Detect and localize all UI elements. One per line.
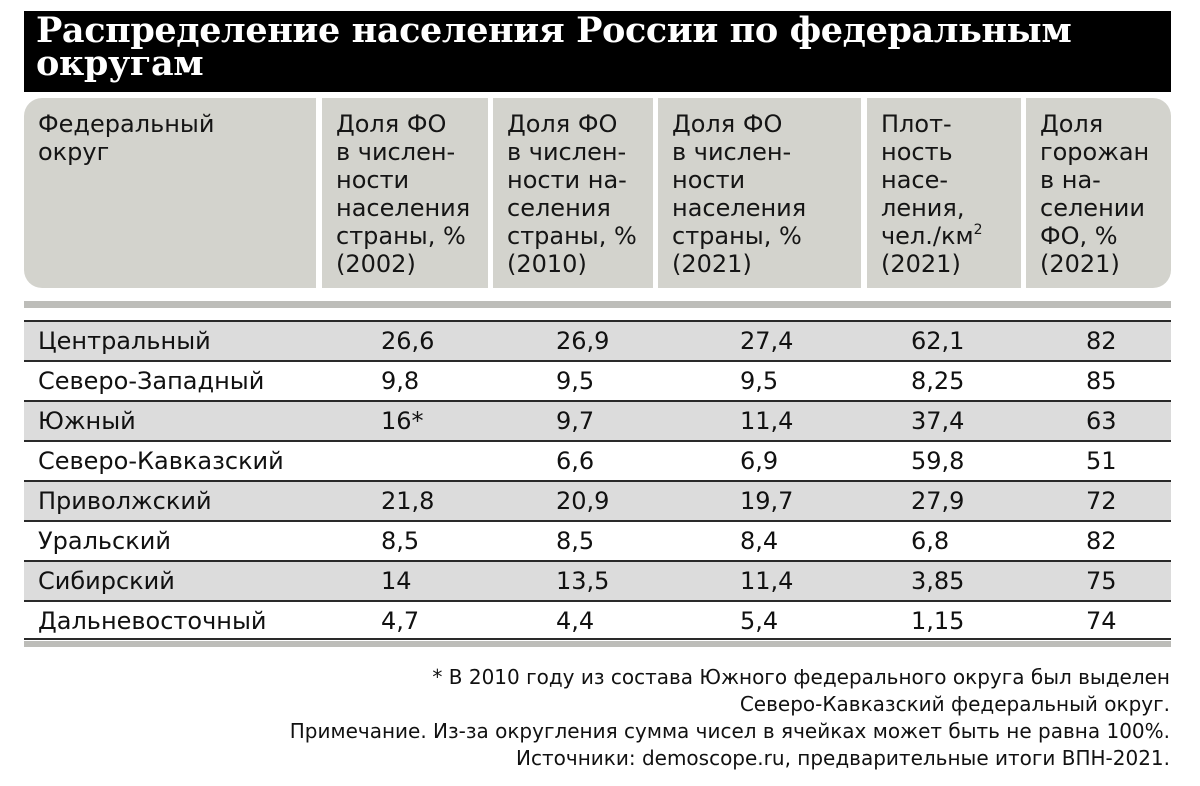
table-row (24, 600, 1171, 640)
cell-share-2002: 21,8 (381, 487, 435, 515)
cell-district: Уральский (38, 527, 171, 555)
cell-urban-2021: 74 (1086, 607, 1117, 635)
table-header (24, 98, 1171, 289)
table-row (24, 520, 1171, 560)
cell-share-2010: 4,4 (556, 607, 595, 635)
header-divider (24, 301, 1171, 308)
cell-share-2021: 11,4 (740, 567, 794, 595)
header-density-label: Плот- ность насе- ления, чел./км (881, 110, 974, 250)
cell-share-2010: 9,7 (556, 407, 595, 435)
table-row (24, 440, 1171, 480)
table-row (24, 560, 1171, 600)
table-row (24, 360, 1171, 400)
sources: Источники: demoscope.ru, предварительные итоги ВПН-2021. (516, 746, 1170, 770)
cell-district: Центральный (38, 327, 211, 355)
cell-density-2021: 8,25 (911, 367, 965, 395)
cell-district: Северо-Западный (38, 367, 265, 395)
cell-density-2021: 3,85 (911, 567, 965, 595)
cell-district: Дальневосточный (38, 607, 267, 635)
cell-density-2021: 37,4 (911, 407, 965, 435)
cell-share-2021: 6,9 (740, 447, 779, 475)
cell-share-2010: 6,6 (556, 447, 595, 475)
cell-share-2002: 16* (381, 407, 424, 435)
cell-district: Северо-Кавказский (38, 447, 284, 475)
cell-urban-2021: 75 (1086, 567, 1117, 595)
header-share-2021: Доля ФО в числен- ности населения страны, % (2021) (658, 98, 861, 288)
cell-urban-2021: 72 (1086, 487, 1117, 515)
header-share-2002: Доля ФО в числен- ности населения страны, % (2002) (322, 98, 488, 288)
header-density-sup: 2 (973, 222, 983, 238)
cell-district: Сибирский (38, 567, 175, 595)
cell-share-2021: 11,4 (740, 407, 794, 435)
cell-urban-2021: 82 (1086, 327, 1117, 355)
cell-density-2021: 6,8 (911, 527, 950, 555)
header-share-2010: Доля ФО в числен- ности на- селения страны, % (2010) (493, 98, 653, 288)
cell-share-2010: 20,9 (556, 487, 610, 515)
footnote-line-1: * В 2010 году из состава Южного федерального округа был выделен (432, 665, 1170, 689)
cell-share-2002: 14 (381, 567, 412, 595)
cell-urban-2021: 85 (1086, 367, 1117, 395)
table-row (24, 400, 1171, 440)
cell-share-2010: 9,5 (556, 367, 595, 395)
remark: Примечание. Из-за округления сумма чисел в ячейках может быть не равна 100%. (289, 719, 1170, 743)
cell-density-2021: 59,8 (911, 447, 965, 475)
cell-share-2021: 5,4 (740, 607, 779, 635)
cell-density-2021: 27,9 (911, 487, 965, 515)
cell-share-2002: 4,7 (381, 607, 420, 635)
cell-density-2021: 62,1 (911, 327, 965, 355)
data-table (24, 320, 1171, 640)
table-bottom-divider (24, 641, 1171, 647)
cell-share-2021: 8,4 (740, 527, 779, 555)
cell-share-2021: 19,7 (740, 487, 794, 515)
page-title: Распределение населения России по федеральным округам (36, 10, 1072, 84)
footnote-line-2: Северо-Кавказский федеральный округ. (739, 692, 1170, 716)
cell-share-2010: 26,9 (556, 327, 610, 355)
cell-urban-2021: 51 (1086, 447, 1117, 475)
title-bar (24, 11, 1171, 92)
cell-urban-2021: 82 (1086, 527, 1117, 555)
cell-share-2002: 9,8 (381, 367, 420, 395)
cell-share-2010: 13,5 (556, 567, 610, 595)
cell-share-2002: 8,5 (381, 527, 420, 555)
header-density-year: (2021) (881, 250, 961, 278)
table-row (24, 480, 1171, 520)
cell-share-2010: 8,5 (556, 527, 595, 555)
header-district: Федеральный округ (24, 98, 316, 288)
table-row (24, 320, 1171, 360)
notes (170, 664, 1170, 772)
cell-density-2021: 1,15 (911, 607, 965, 635)
table-bottom-line (24, 638, 1171, 640)
cell-district: Южный (38, 407, 136, 435)
cell-urban-2021: 63 (1086, 407, 1117, 435)
cell-district: Приволжский (38, 487, 212, 515)
cell-share-2002: 26,6 (381, 327, 435, 355)
header-urban-share: Доля горожан в на- селении ФО, % (2021) (1026, 98, 1171, 288)
header-density (867, 98, 1021, 288)
cell-share-2021: 9,5 (740, 367, 779, 395)
cell-share-2021: 27,4 (740, 327, 794, 355)
